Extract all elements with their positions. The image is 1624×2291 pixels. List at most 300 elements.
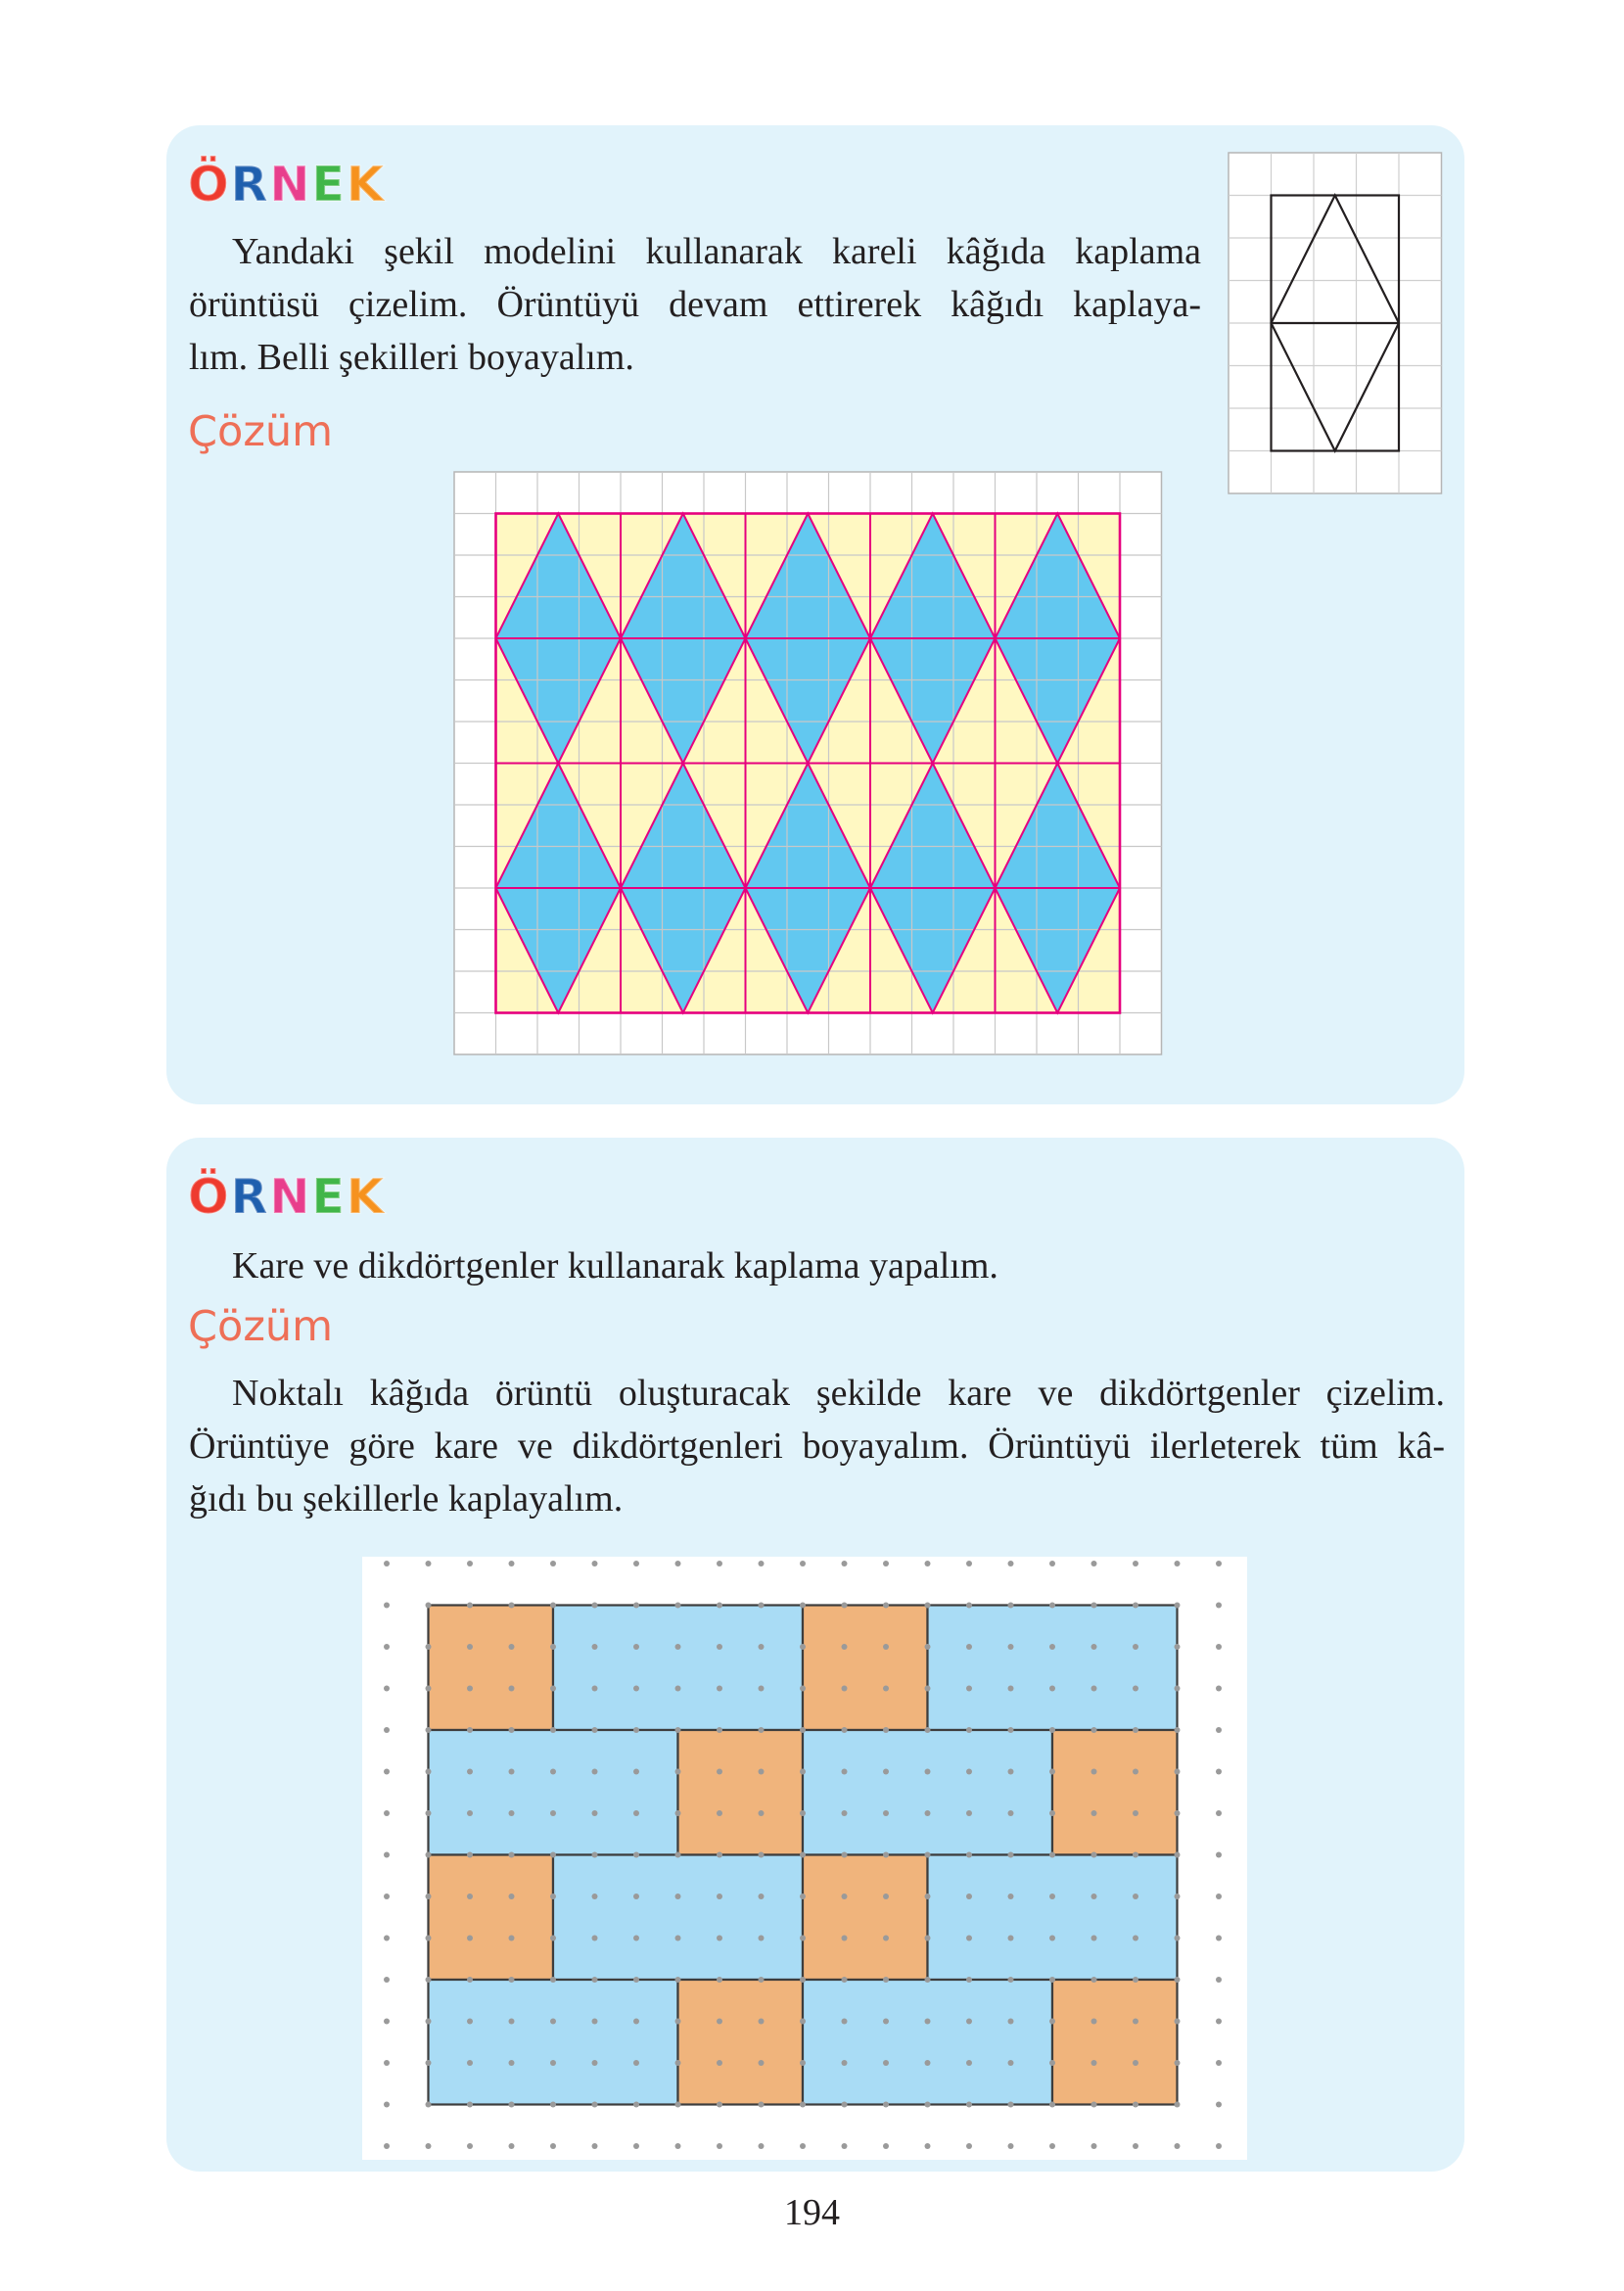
grid-dot <box>1091 1977 1097 1983</box>
grid-dot <box>1049 1561 1055 1566</box>
grid-dot <box>467 1769 473 1775</box>
grid-dot <box>966 2102 972 2108</box>
grid-dot <box>426 2143 432 2149</box>
grid-dot <box>592 2143 598 2149</box>
grid-dot <box>675 1561 681 1566</box>
grid-dot <box>509 1561 515 1566</box>
grid-dot <box>467 1894 473 1899</box>
grid-dot <box>1008 2060 1014 2066</box>
grid-dot <box>1216 2143 1222 2149</box>
paragraph-line: Yandaki şekil modelini kullanarak kareli kâğıda kaplama <box>232 231 1201 272</box>
grid-dot <box>883 1686 889 1692</box>
grid-dot <box>1049 1936 1055 1941</box>
grid-dot <box>717 1561 722 1566</box>
grid-dot <box>717 1727 722 1733</box>
grid-dot <box>1049 2143 1055 2149</box>
grid-dot <box>966 1686 972 1692</box>
grid-dot <box>633 1727 639 1733</box>
grid-dot <box>717 2019 722 2025</box>
grid-dot <box>1008 2102 1014 2108</box>
grid-dot <box>384 1603 390 1609</box>
rectangle-tile <box>803 1980 1052 2105</box>
grid-dot <box>1091 2060 1097 2066</box>
grid-dot <box>883 1810 889 1816</box>
grid-dot <box>759 1810 765 1816</box>
grid-dot <box>592 2102 598 2108</box>
grid-dot <box>1049 1727 1055 1733</box>
grid-dot <box>384 2019 390 2025</box>
grid-dot <box>592 1894 598 1899</box>
grid-dot <box>509 1727 515 1733</box>
grid-dot <box>1216 1810 1222 1816</box>
grid-dot <box>384 1852 390 1858</box>
heading-letter: E <box>311 1169 347 1225</box>
grid-dot <box>800 1894 806 1899</box>
grid-dot <box>966 1727 972 1733</box>
grid-dot <box>759 1686 765 1692</box>
grid-dot <box>675 1852 681 1858</box>
grid-dot <box>925 1894 931 1899</box>
grid-dot <box>1133 2060 1138 2066</box>
paragraph-line: ğıdı bu şekillerle kaplayalım. <box>189 1478 624 1520</box>
grid-dot <box>1091 1644 1097 1650</box>
grid-dot <box>842 1686 848 1692</box>
grid-dot <box>1133 1686 1138 1692</box>
grid-dot <box>550 1769 556 1775</box>
grid-dot <box>842 1810 848 1816</box>
page-number: 194 <box>784 2192 840 2233</box>
grid-dot <box>633 2143 639 2149</box>
grid-dot <box>800 1852 806 1858</box>
grid-dot <box>592 1852 598 1858</box>
grid-dot <box>426 1852 432 1858</box>
grid-dot <box>925 1810 931 1816</box>
heading-letter: N <box>269 1169 312 1225</box>
grid-dot <box>883 2019 889 2025</box>
grid-dot <box>426 1769 432 1775</box>
grid-dot <box>966 1769 972 1775</box>
heading-letter: Ö <box>188 157 231 212</box>
grid-dot <box>675 1894 681 1899</box>
grid-dot <box>633 1810 639 1816</box>
grid-dot <box>384 1977 390 1983</box>
grid-dot <box>1175 1852 1181 1858</box>
grid-dot <box>550 1686 556 1692</box>
grid-dot <box>384 1686 390 1692</box>
grid-dot <box>842 2019 848 2025</box>
grid-dot <box>592 1769 598 1775</box>
grid-dot <box>1175 1977 1181 1983</box>
grid-dot <box>550 1936 556 1941</box>
grid-dot <box>966 2060 972 2066</box>
grid-dot <box>1008 1977 1014 1983</box>
grid-dot <box>1175 1644 1181 1650</box>
grid-dot <box>717 1769 722 1775</box>
grid-dot <box>800 1977 806 1983</box>
grid-dot <box>1008 1894 1014 1899</box>
grid-dot <box>759 1852 765 1858</box>
grid-dot <box>717 1894 722 1899</box>
example-heading <box>188 1169 386 1225</box>
grid-dot <box>759 1894 765 1899</box>
grid-dot <box>675 2143 681 2149</box>
grid-dot <box>1091 1810 1097 1816</box>
grid-dot <box>1133 2143 1138 2149</box>
grid-dot <box>509 2143 515 2149</box>
grid-dot <box>883 1852 889 1858</box>
grid-dot <box>842 1603 848 1609</box>
grid-dot <box>675 2102 681 2108</box>
grid-dot <box>426 2102 432 2108</box>
grid-dot <box>717 1852 722 1858</box>
grid-dot <box>1091 1894 1097 1899</box>
grid-dot <box>467 1936 473 1941</box>
paragraph-line: lım. Belli şekilleri boyayalım. <box>189 337 634 378</box>
model-figure <box>1228 152 1443 499</box>
grid-dot <box>717 1936 722 1941</box>
grid-dot <box>966 1561 972 1566</box>
grid-dot <box>550 1561 556 1566</box>
grid-dot <box>925 1936 931 1941</box>
paragraph-line: Kare ve dikdörtgenler kullanarak kaplama yapalım. <box>232 1245 998 1286</box>
grid-dot <box>842 1977 848 1983</box>
grid-dot <box>1008 1644 1014 1650</box>
square-tile <box>678 1730 804 1855</box>
grid-dot <box>1216 1727 1222 1733</box>
paragraph-line: Noktalı kâğıda örüntü oluşturacak şekilde kare ve dikdörtgenler çizelim. <box>232 1373 1445 1414</box>
grid-dot <box>633 1977 639 1983</box>
grid-dot <box>1133 1977 1138 1983</box>
grid-dot <box>592 1727 598 1733</box>
grid-dot <box>966 1936 972 1941</box>
grid-dot <box>633 1936 639 1941</box>
example2-paragraph <box>189 1367 1445 1525</box>
grid-dot <box>426 1894 432 1899</box>
grid-dot <box>426 1603 432 1609</box>
grid-dot <box>1008 1769 1014 1775</box>
grid-dot <box>1133 2102 1138 2108</box>
grid-dot <box>426 1727 432 1733</box>
grid-dot <box>675 1936 681 1941</box>
grid-dot <box>675 1644 681 1650</box>
grid-dot <box>1175 2019 1181 2025</box>
grid-dot <box>842 1727 848 1733</box>
grid-dot <box>1216 1561 1222 1566</box>
grid-dot <box>550 1727 556 1733</box>
grid-dot <box>1175 1561 1181 1566</box>
square-tile <box>1052 1980 1178 2105</box>
solution-heading: Çözüm <box>188 407 334 456</box>
grid-dot <box>1049 1603 1055 1609</box>
grid-dot <box>966 1894 972 1899</box>
grid-dot <box>467 1561 473 1566</box>
grid-dot <box>1175 2102 1181 2108</box>
grid-dot <box>550 1852 556 1858</box>
grid-dot <box>633 2102 639 2108</box>
grid-dot <box>1133 1727 1138 1733</box>
grid-dot <box>883 1894 889 1899</box>
grid-dot <box>759 1561 765 1566</box>
grid-dot <box>426 1644 432 1650</box>
square-tile <box>803 1855 928 1981</box>
grid-dot <box>759 2060 765 2066</box>
square-tile <box>429 1606 554 1731</box>
grid-dot <box>1216 1603 1222 1609</box>
paragraph-line: örüntüsü çizelim. Örüntüyü devam ettirerek kâğıdı kaplaya- <box>189 284 1201 325</box>
grid-dot <box>1133 1603 1138 1609</box>
grid-dot <box>675 1977 681 1983</box>
grid-dot <box>426 1561 432 1566</box>
grid-dot <box>426 2019 432 2025</box>
grid-dot <box>925 1561 931 1566</box>
grid-dot <box>1216 2019 1222 2025</box>
heading-letter: R <box>230 1169 270 1225</box>
grid-dot <box>1133 1561 1138 1566</box>
rectangle-tile <box>928 1855 1178 1981</box>
grid-dot <box>925 1852 931 1858</box>
grid-dot <box>800 1936 806 1941</box>
grid-dot <box>675 1603 681 1609</box>
grid-dot <box>1091 1852 1097 1858</box>
grid-dot <box>592 1603 598 1609</box>
grid-dot <box>509 1603 515 1609</box>
grid-dot <box>842 2102 848 2108</box>
grid-dot <box>1175 1603 1181 1609</box>
grid-dot <box>1175 2143 1181 2149</box>
grid-dot <box>467 1644 473 1650</box>
grid-dot <box>675 1769 681 1775</box>
grid-dot <box>1008 2019 1014 2025</box>
grid-dot <box>592 1810 598 1816</box>
tiling-figure <box>452 470 1167 1057</box>
rectangle-tile <box>429 1730 678 1855</box>
grid-dot <box>759 2143 765 2149</box>
grid-dot <box>800 1769 806 1775</box>
grid-dot <box>426 1977 432 1983</box>
grid-dot <box>384 1644 390 1650</box>
grid-dot <box>883 1977 889 1983</box>
grid-dot <box>509 1977 515 1983</box>
square-tile <box>1052 1730 1178 1855</box>
grid-dot <box>842 1852 848 1858</box>
grid-dot <box>509 1644 515 1650</box>
grid-dot <box>1091 2019 1097 2025</box>
grid-dot <box>1175 1894 1181 1899</box>
grid-dot <box>467 2060 473 2066</box>
grid-dot <box>384 2060 390 2066</box>
grid-dot <box>883 1769 889 1775</box>
grid-dot <box>966 1977 972 1983</box>
grid-dot <box>633 1894 639 1899</box>
grid-dot <box>883 2060 889 2066</box>
grid-dot <box>1008 1936 1014 1941</box>
grid-dot <box>509 1894 515 1899</box>
grid-dot <box>509 1686 515 1692</box>
grid-dot <box>509 1852 515 1858</box>
grid-dot <box>1216 1769 1222 1775</box>
grid-dot <box>1008 2143 1014 2149</box>
grid-dot <box>384 1810 390 1816</box>
grid-dot <box>592 1686 598 1692</box>
grid-dot <box>883 1727 889 1733</box>
grid-dot <box>717 2060 722 2066</box>
grid-dot <box>842 1769 848 1775</box>
grid-dot <box>1133 1810 1138 1816</box>
grid-dot <box>925 2060 931 2066</box>
grid-dot <box>1049 2019 1055 2025</box>
paragraph-line: Örüntüye göre kare ve dikdörtgenleri boyayalım. Örüntüyü ilerleterek tüm kâ- <box>189 1426 1445 1467</box>
grid-dot <box>800 1561 806 1566</box>
grid-dot <box>1216 1852 1222 1858</box>
grid-dot <box>800 2060 806 2066</box>
grid-dot <box>883 1936 889 1941</box>
grid-dot <box>1175 1769 1181 1775</box>
grid-dot <box>1049 1769 1055 1775</box>
grid-dot <box>1216 1644 1222 1650</box>
grid-dot <box>1008 1561 1014 1566</box>
grid-dot <box>842 2143 848 2149</box>
heading-letter: K <box>346 157 386 212</box>
grid-dot <box>1175 2060 1181 2066</box>
grid-dot <box>550 2102 556 2108</box>
grid-dot <box>633 2060 639 2066</box>
grid-dot <box>675 2060 681 2066</box>
grid-dot <box>717 1810 722 1816</box>
grid-dot <box>384 1727 390 1733</box>
grid-dot <box>1175 1810 1181 1816</box>
grid-dot <box>759 1769 765 1775</box>
grid-dot <box>1133 1769 1138 1775</box>
grid-dot <box>1216 1977 1222 1983</box>
rectangle-tile <box>803 1730 1052 1855</box>
grid-dot <box>509 2102 515 2108</box>
grid-dot <box>633 1852 639 1858</box>
grid-dot <box>759 1727 765 1733</box>
grid-dot <box>592 2060 598 2066</box>
grid-dot <box>633 1686 639 1692</box>
grid-dot <box>717 1603 722 1609</box>
grid-dot <box>925 1686 931 1692</box>
grid-dot <box>717 1686 722 1692</box>
grid-dot <box>1133 2019 1138 2025</box>
grid-dot <box>1049 1686 1055 1692</box>
grid-dot <box>966 2143 972 2149</box>
grid-dot <box>1216 2060 1222 2066</box>
grid-dot <box>717 2143 722 2149</box>
grid-dot <box>800 2019 806 2025</box>
grid-dot <box>1008 1852 1014 1858</box>
grid-dot <box>883 2102 889 2108</box>
grid-dot <box>842 1644 848 1650</box>
grid-dot <box>592 1644 598 1650</box>
grid-dot <box>1049 1644 1055 1650</box>
grid-dot <box>467 2102 473 2108</box>
grid-dot <box>759 1603 765 1609</box>
grid-dot <box>426 1936 432 1941</box>
grid-dot <box>550 1977 556 1983</box>
grid-dot <box>842 1936 848 1941</box>
grid-dot <box>925 1603 931 1609</box>
solution-heading: Çözüm <box>188 1302 334 1351</box>
dot-paper-figure <box>362 1557 1247 2160</box>
grid-dot <box>509 1810 515 1816</box>
grid-dot <box>509 1769 515 1775</box>
grid-dot <box>1049 1810 1055 1816</box>
square-tile <box>678 1980 804 2105</box>
grid-dot <box>633 1603 639 1609</box>
grid-dot <box>550 2060 556 2066</box>
grid-dot <box>800 1603 806 1609</box>
grid-dot <box>717 1644 722 1650</box>
grid-dot <box>759 1644 765 1650</box>
grid-dot <box>384 1561 390 1566</box>
grid-dot <box>717 2102 722 2108</box>
grid-dot <box>925 1769 931 1775</box>
grid-dot <box>1091 2102 1097 2108</box>
grid-dot <box>675 1810 681 1816</box>
grid-dot <box>966 1644 972 1650</box>
grid-dot <box>1049 1977 1055 1983</box>
grid-dot <box>1216 1936 1222 1941</box>
grid-dot <box>717 1977 722 1983</box>
heading-letter: N <box>269 157 312 212</box>
grid-dot <box>800 1644 806 1650</box>
grid-dot <box>592 1977 598 1983</box>
grid-dot <box>467 1810 473 1816</box>
grid-dot <box>1091 1769 1097 1775</box>
grid-dot <box>467 1603 473 1609</box>
heading-letter: K <box>346 1169 386 1225</box>
grid-dot <box>384 1936 390 1941</box>
grid-dot <box>759 1936 765 1941</box>
heading-letter: E <box>311 157 347 212</box>
grid-dot <box>759 2102 765 2108</box>
grid-dot <box>883 1561 889 1566</box>
grid-dot <box>1091 1686 1097 1692</box>
grid-dot <box>1133 1852 1138 1858</box>
grid-dot <box>467 2019 473 2025</box>
grid-dot <box>1008 1686 1014 1692</box>
grid-dot <box>759 2019 765 2025</box>
grid-dot <box>1133 1644 1138 1650</box>
square-tile <box>429 1855 554 1981</box>
grid-dot <box>384 2102 390 2108</box>
grid-dot <box>1216 1686 1222 1692</box>
grid-dot <box>1008 1810 1014 1816</box>
grid-dot <box>1091 2143 1097 2149</box>
grid-dot <box>592 1561 598 1566</box>
grid-dot <box>1216 1894 1222 1899</box>
grid-dot <box>550 1644 556 1650</box>
grid-dot <box>467 1727 473 1733</box>
grid-dot <box>925 1644 931 1650</box>
grid-dot <box>675 1727 681 1733</box>
grid-dot <box>467 1977 473 1983</box>
grid-dot <box>1091 1561 1097 1566</box>
grid-dot <box>842 1894 848 1899</box>
grid-dot <box>925 2102 931 2108</box>
grid-dot <box>633 1561 639 1566</box>
grid-dot <box>966 2019 972 2025</box>
grid-dot <box>675 1686 681 1692</box>
example2-intro <box>232 1239 1407 1292</box>
grid-dot <box>800 2102 806 2108</box>
rectangle-tile <box>928 1606 1178 1731</box>
grid-dot <box>592 1936 598 1941</box>
grid-dot <box>426 1686 432 1692</box>
grid-dot <box>633 1769 639 1775</box>
grid-dot <box>1049 2060 1055 2066</box>
